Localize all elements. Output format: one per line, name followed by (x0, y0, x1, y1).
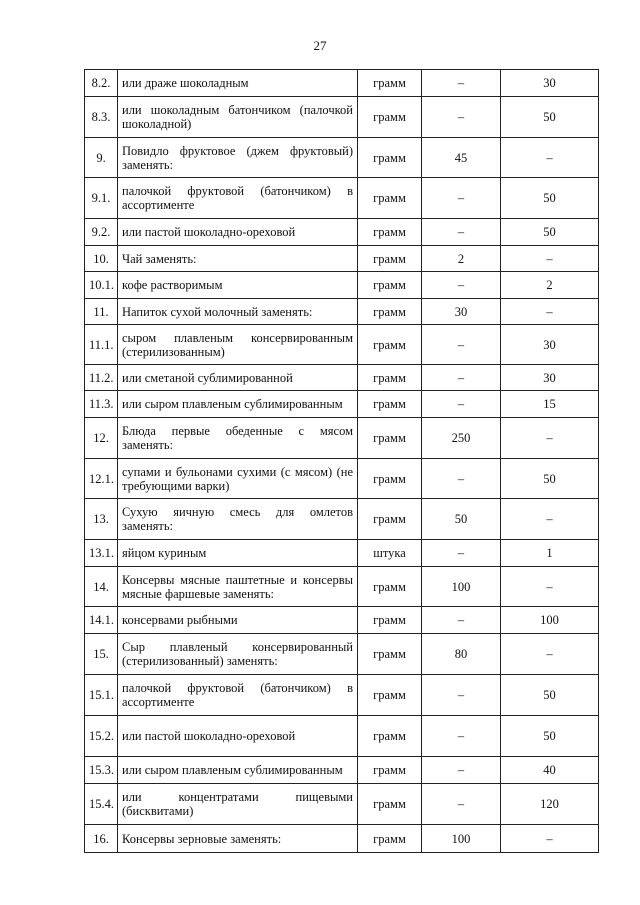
cell-num: 13.1. (85, 540, 118, 567)
table-row (85, 272, 599, 299)
cell-unit: грамм (358, 716, 422, 757)
cell-unit: грамм (358, 784, 422, 825)
cell-alt: 2 (501, 272, 599, 299)
cell-qty: – (422, 365, 501, 391)
cell-qty: – (422, 70, 501, 97)
cell-unit: грамм (358, 97, 422, 138)
cell-alt: 40 (501, 757, 599, 784)
table-row (85, 825, 599, 853)
table-row (85, 391, 599, 418)
cell-qty: – (422, 784, 501, 825)
cell-name: или шоколадным батончиком (палочкой шоколадной) (118, 97, 358, 138)
cell-alt: – (501, 825, 599, 853)
table-row (85, 784, 599, 825)
cell-alt: 30 (501, 70, 599, 97)
cell-qty: – (422, 675, 501, 716)
cell-unit: грамм (358, 418, 422, 459)
cell-num: 13. (85, 499, 118, 540)
cell-qty: – (422, 757, 501, 784)
cell-name: Сухую яичную смесь для омлетов заменять: (118, 499, 358, 540)
cell-unit: грамм (358, 459, 422, 499)
cell-alt: 30 (501, 365, 599, 391)
cell-name: Сыр плавленый консервированный (стерилизованный) заменять: (118, 634, 358, 675)
cell-qty: 45 (422, 138, 501, 178)
cell-name: яйцом куриным (118, 540, 358, 567)
cell-num: 12. (85, 418, 118, 459)
cell-qty: 30 (422, 299, 501, 325)
cell-alt: 50 (501, 459, 599, 499)
cell-alt: 120 (501, 784, 599, 825)
cell-num: 15.3. (85, 757, 118, 784)
table-row (85, 757, 599, 784)
cell-unit: грамм (358, 499, 422, 540)
cell-name: палочкой фруктовой (батончиком) в ассортименте (118, 178, 358, 219)
cell-alt: – (501, 567, 599, 607)
table-row (85, 567, 599, 607)
cell-name: Блюда первые обеденные с мясом заменять: (118, 418, 358, 459)
cell-qty: 100 (422, 567, 501, 607)
cell-qty: 80 (422, 634, 501, 675)
table-row (85, 178, 599, 219)
cell-num: 12.1. (85, 459, 118, 499)
cell-alt: 15 (501, 391, 599, 418)
cell-num: 11.2. (85, 365, 118, 391)
cell-qty: 250 (422, 418, 501, 459)
cell-num: 14. (85, 567, 118, 607)
cell-num: 8.3. (85, 97, 118, 138)
cell-unit: грамм (358, 675, 422, 716)
table-row (85, 70, 599, 97)
cell-num: 10. (85, 246, 118, 272)
cell-name: или сметаной сублимированной (118, 365, 358, 391)
cell-num: 15.2. (85, 716, 118, 757)
cell-alt: – (501, 418, 599, 459)
cell-name: кофе растворимым (118, 272, 358, 299)
page-number: 27 (313, 38, 327, 53)
cell-num: 11.3. (85, 391, 118, 418)
cell-num: 15.4. (85, 784, 118, 825)
cell-alt: 50 (501, 716, 599, 757)
cell-name: или концентратами пищевыми (бисквитами) (118, 784, 358, 825)
cell-name: Чай заменять: (118, 246, 358, 272)
cell-num: 9.1. (85, 178, 118, 219)
cell-qty: – (422, 459, 501, 499)
cell-qty: – (422, 325, 501, 365)
cell-alt: 1 (501, 540, 599, 567)
cell-name: или пастой шоколадно-ореховой (118, 219, 358, 246)
cell-num: 15.1. (85, 675, 118, 716)
table-row (85, 365, 599, 391)
table-row (85, 459, 599, 499)
cell-name: Повидло фруктовое (джем фруктовый) заменять: (118, 138, 358, 178)
cell-alt: 100 (501, 607, 599, 634)
cell-num: 9. (85, 138, 118, 178)
cell-qty: 2 (422, 246, 501, 272)
cell-num: 11. (85, 299, 118, 325)
cell-unit: грамм (358, 365, 422, 391)
cell-unit: грамм (358, 70, 422, 97)
cell-num: 9.2. (85, 219, 118, 246)
cell-qty: – (422, 716, 501, 757)
cell-alt: 50 (501, 97, 599, 138)
cell-alt: 50 (501, 178, 599, 219)
cell-name: консервами рыбными (118, 607, 358, 634)
table-row (85, 246, 599, 272)
cell-unit: грамм (358, 757, 422, 784)
cell-unit: грамм (358, 825, 422, 853)
cell-qty: – (422, 178, 501, 219)
cell-name: Напиток сухой молочный заменять: (118, 299, 358, 325)
cell-num: 11.1. (85, 325, 118, 365)
cell-num: 15. (85, 634, 118, 675)
cell-name: сыром плавленым консервированным (стерилизованным) (118, 325, 358, 365)
cell-alt: 30 (501, 325, 599, 365)
cell-num: 8.2. (85, 70, 118, 97)
cell-name: Консервы зерновые заменять: (118, 825, 358, 853)
cell-alt: – (501, 499, 599, 540)
cell-unit: грамм (358, 634, 422, 675)
norms-table (84, 69, 599, 853)
cell-qty: – (422, 607, 501, 634)
cell-qty: – (422, 219, 501, 246)
table-row (85, 675, 599, 716)
cell-num: 14.1. (85, 607, 118, 634)
cell-unit: грамм (358, 178, 422, 219)
cell-unit: штука (358, 540, 422, 567)
table-row (85, 499, 599, 540)
cell-qty: – (422, 391, 501, 418)
table-row (85, 299, 599, 325)
cell-alt: – (501, 138, 599, 178)
table-row (85, 97, 599, 138)
table-row (85, 138, 599, 178)
cell-unit: грамм (358, 567, 422, 607)
cell-unit: грамм (358, 607, 422, 634)
cell-name: или пастой шоколадно-ореховой (118, 716, 358, 757)
cell-unit: грамм (358, 325, 422, 365)
cell-qty: – (422, 540, 501, 567)
cell-unit: грамм (358, 246, 422, 272)
cell-num: 10.1. (85, 272, 118, 299)
cell-name: или драже шоколадным (118, 70, 358, 97)
cell-name: или сыром плавленым сублимированным (118, 757, 358, 784)
cell-alt: – (501, 634, 599, 675)
cell-unit: грамм (358, 272, 422, 299)
cell-unit: грамм (358, 219, 422, 246)
cell-qty: – (422, 272, 501, 299)
table-row (85, 219, 599, 246)
cell-alt: – (501, 246, 599, 272)
table-row (85, 540, 599, 567)
table-row (85, 716, 599, 757)
cell-name: палочкой фруктовой (батончиком) в ассортименте (118, 675, 358, 716)
table-row (85, 634, 599, 675)
cell-unit: грамм (358, 138, 422, 178)
cell-name: или сыром плавленым сублимированным (118, 391, 358, 418)
table-row (85, 607, 599, 634)
cell-qty: 100 (422, 825, 501, 853)
cell-unit: грамм (358, 299, 422, 325)
cell-alt: 50 (501, 675, 599, 716)
cell-name: супами и бульонами сухими (с мясом) (не требующими варки) (118, 459, 358, 499)
cell-unit: грамм (358, 391, 422, 418)
cell-qty: 50 (422, 499, 501, 540)
cell-alt: – (501, 299, 599, 325)
cell-qty: – (422, 97, 501, 138)
cell-num: 16. (85, 825, 118, 853)
cell-name: Консервы мясные паштетные и консервы мясные фаршевые заменять: (118, 567, 358, 607)
table-row (85, 418, 599, 459)
cell-alt: 50 (501, 219, 599, 246)
table-row (85, 325, 599, 365)
